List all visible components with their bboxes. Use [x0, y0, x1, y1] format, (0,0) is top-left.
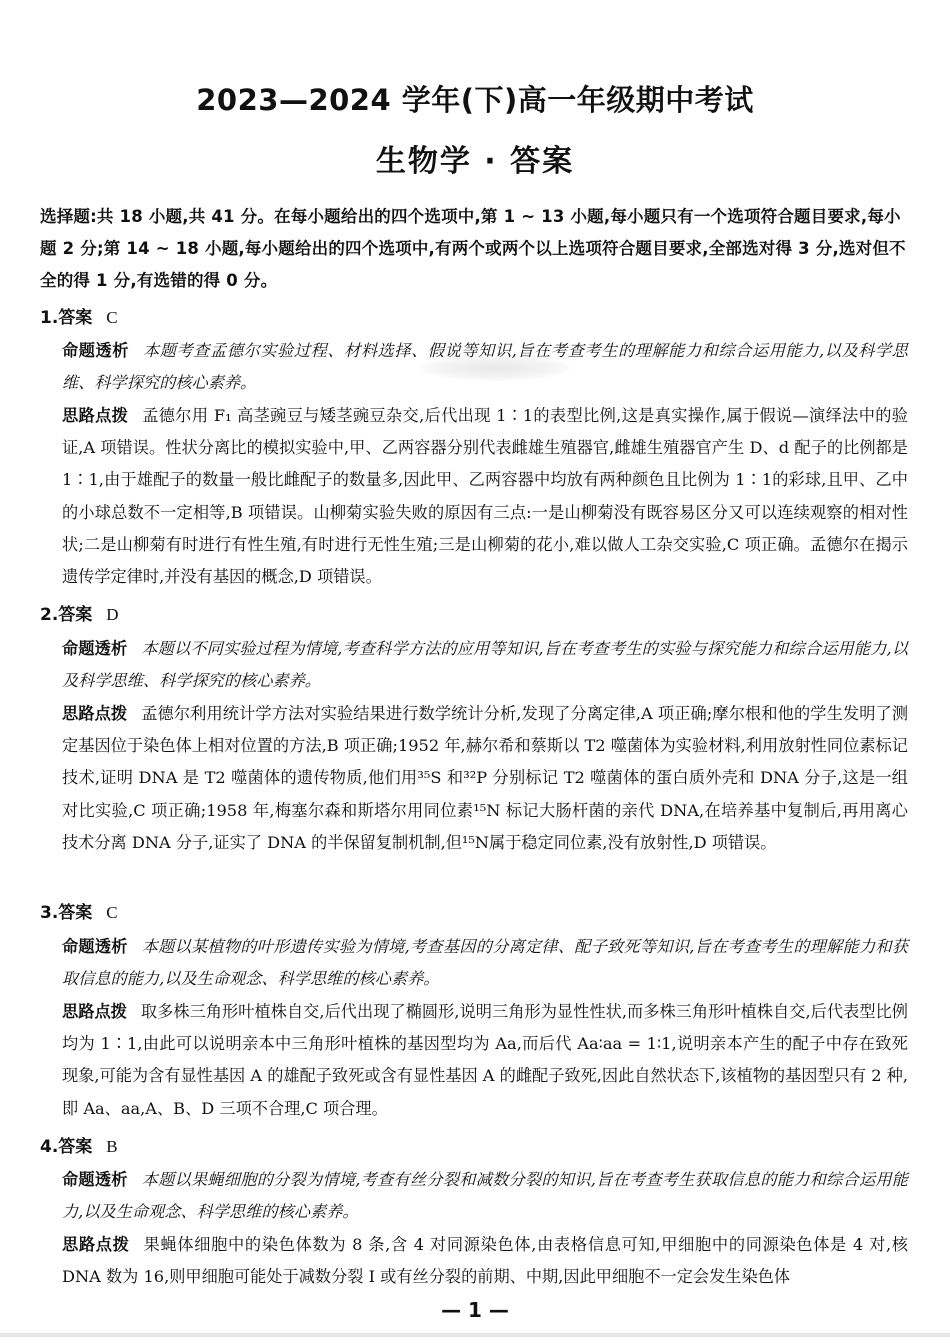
answer-value: C — [106, 903, 118, 922]
guide-label: 思路点拨 — [62, 1002, 127, 1021]
exam-subtitle: 生物学 · 答案 — [375, 144, 575, 179]
answer-value: D — [106, 605, 119, 624]
question-1-guide — [62, 400, 908, 593]
question-number: 3. — [40, 903, 59, 923]
question-3-header — [40, 899, 118, 927]
question-number: 4. — [40, 1137, 59, 1157]
question-1-header — [40, 304, 118, 332]
question-2-header — [40, 601, 119, 629]
question-3-guide — [62, 996, 908, 1125]
answer-label: 答案 — [58, 1137, 93, 1157]
answer-label: 答案 — [58, 605, 93, 625]
question-4-guide — [62, 1229, 908, 1293]
guide-text: 果蝇体细胞中的染色体数为 8 条,含 4 对同源染色体,由表格信息可知,甲细胞中的同源染色体是 4 对,核 DNA 数为 16,则甲细胞可能处于减数分裂 Ⅰ 或有丝分裂的前期、中期,因此甲细胞不一定会发生染色体 — [62, 1235, 908, 1287]
answer-label: 答案 — [58, 903, 93, 923]
exam-title: 2023—2024 学年(下)高一年级期中考试 — [196, 83, 754, 117]
question-2-analysis — [62, 633, 908, 697]
analysis-label: 命题透析 — [62, 639, 128, 658]
page-bottom-divider — [0, 1333, 950, 1337]
analysis-text: 本题以不同实验过程为情境,考查科学方法的应用等知识,旨在考查考生的实验与探究能力和综合运用能力,以及科学思维、科学探究的核心素养。 — [62, 639, 909, 691]
guide-text: 孟德尔用 F₁ 高茎豌豆与矮茎豌豆杂交,后代出现 1∶1的表型比例,这是真实操作,属于假说—演绎法中的验证,A 项错误。性状分离比的模拟实验中,甲、乙两容器分别代表雌雄生殖器官,雌雄生殖器官产生 D、d 配子的比例都是 1∶1,由于雄配子的数量一般比雌配子的数量多,因此甲、乙两容器中均放有两种颜色且比例为 1∶1的彩球,且甲、乙中的小球总数不一定相等,B 项错误。山柳菊实验失败的原因有三点:一是山柳菊没有既容易区分又可以连续观察的相对性状;二是山柳菊有时进行有性生殖,有时进行无性生殖;三是山柳菊的花小,难以做人工杂交实验,C 项正确。孟德尔在揭示遗传学定律时,并没有基因的概念,D 项错误。 — [62, 406, 908, 587]
analysis-label: 命题透析 — [62, 341, 130, 360]
instructions: 选择题:共 18 小题,共 41 分。在每小题给出的四个选项中,第 1 ~ 13 小题,每小题只有一个选项符合题目要求,每小题 2 分;第 14 ~ 18 小题,每小题给出的四个选项中,有两个或两个以上选项符合题目要求,全部选对得 3 分,选对但不全的得 1 分,有选错的得 0 分。 — [40, 207, 906, 290]
question-number: 1. — [40, 308, 59, 328]
question-4-header — [40, 1133, 118, 1161]
analysis-text: 本题以某植物的叶形遗传实验为情境,考查基因的分离定律、配子致死等知识,旨在考查考生的理解能力和获取信息的能力,以及生命观念、科学思维的核心素养。 — [62, 937, 908, 989]
guide-text: 孟德尔利用统计学方法对实验结果进行数学统计分析,发现了分离定律,A 项正确;摩尔根和他的学生发明了测定基因位于染色体上相对位置的方法,B 项正确;1952 年,赫尔希和蔡斯以 T2 噬菌体为实验材料,利用放射性同位素标记技术,证明 DNA 是 T2 噬菌体的遗传物质,他们用³⁵S 和³²P 分别标记 T2 噬菌体的蛋白质外壳和 DNA 分子,这是一组对比实验,C 项正确;1958 年,梅塞尔森和斯塔尔用同位素¹⁵N 标记大肠杆菌的亲代 DNA,在培养基中复制后,再用离心技术分离 DNA 分子,证实了 DNA 的半保留复制机制,但¹⁵N属于稳定同位素,没有放射性,D 项错误。 — [62, 704, 909, 852]
analysis-label: 命题透析 — [62, 937, 128, 956]
analysis-label: 命题透析 — [62, 1170, 128, 1189]
analysis-text: 本题以果蝇细胞的分裂为情境,考查有丝分裂和减数分裂的知识,旨在考查考生获取信息的能力和综合运用能力,以及生命观念、科学思维的核心素养。 — [62, 1170, 908, 1222]
question-number: 2. — [40, 605, 59, 625]
guide-label: 思路点拨 — [62, 1235, 130, 1254]
answer-label: 答案 — [58, 308, 93, 328]
question-2-guide — [62, 698, 908, 859]
answer-value: C — [106, 308, 118, 327]
question-4-analysis — [62, 1164, 908, 1228]
answer-value: B — [106, 1137, 118, 1156]
guide-label: 思路点拨 — [62, 704, 128, 723]
question-3-analysis — [62, 931, 908, 995]
question-1-analysis — [62, 335, 908, 399]
guide-label: 思路点拨 — [62, 406, 129, 425]
guide-text: 取多株三角形叶植株自交,后代出现了椭圆形,说明三角形为显性性状,而多株三角形叶植株自交,后代表型比例均为 1∶1,由此可以说明亲本中三角形叶植株的基因型均为 Aa,而后代 Aa∶aa = 1∶1,说明亲本产生的配子中存在致死现象,可能为含有显性基因 A 的雄配子致死或含有显性基因 A 的雌配子致死,因此自然状态下,该植物的基因型只有 2 种,即 Aa、aa,A、B、D 三项不合理,C 项合理。 — [62, 1002, 908, 1118]
analysis-text: 本题考查孟德尔实验过程、材料选择、假说等知识,旨在考查考生的理解能力和综合运用能力,以及科学思维、科学探究的核心素养。 — [62, 341, 908, 393]
page-number: — 1 — — [441, 1298, 509, 1322]
